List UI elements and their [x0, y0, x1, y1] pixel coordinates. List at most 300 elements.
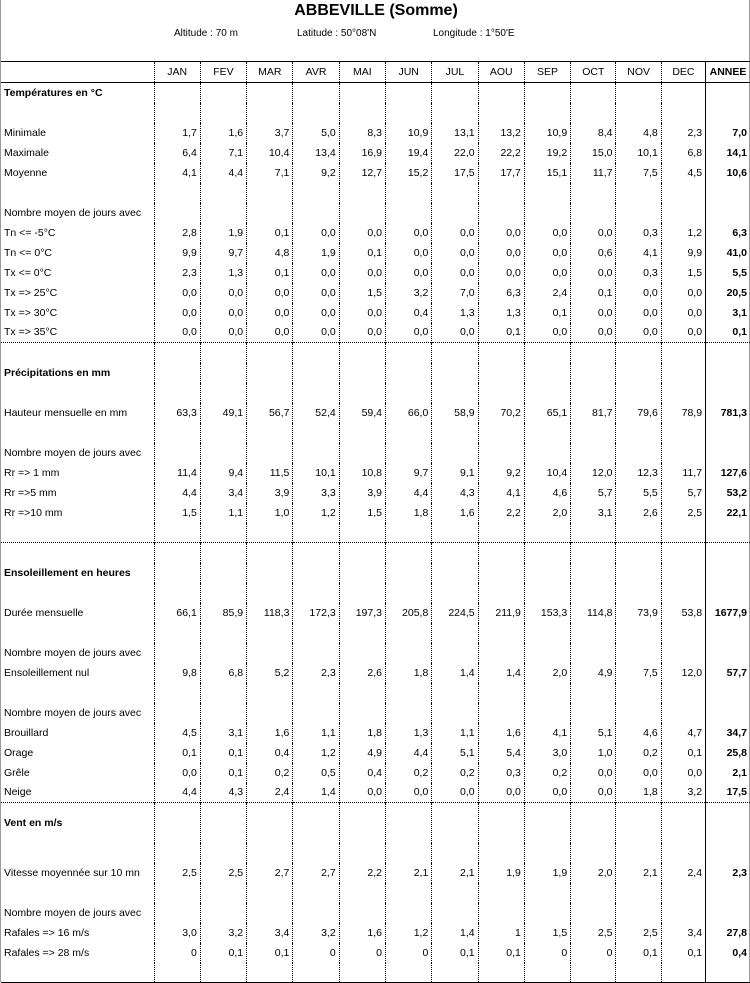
empty-cell [293, 523, 339, 543]
spacer-row [1, 623, 750, 643]
empty-cell [661, 443, 705, 463]
empty-cell [1, 583, 154, 603]
row-label: Nombre moyen de jours avec [4, 446, 142, 459]
value-cell-oct: 0,0 [571, 763, 616, 783]
value-cell-fev: 3,4 [200, 483, 246, 503]
empty-cell [247, 883, 293, 903]
empty-cell [339, 183, 385, 203]
value-cell-oct: 5,1 [571, 723, 616, 743]
value-cell-aou: 4,1 [478, 483, 524, 503]
value-cell-avr: 1,2 [293, 503, 339, 523]
empty-cell [200, 703, 246, 723]
empty-cell [571, 183, 616, 203]
annee-value-cell: 41,0 [706, 243, 750, 263]
annee-value-cell: 3,1 [706, 303, 750, 323]
spacer-row [1, 843, 750, 863]
empty-cell [524, 583, 570, 603]
empty-cell [293, 543, 339, 563]
empty-cell [616, 443, 661, 463]
value-cell-jan: 9,9 [154, 243, 200, 263]
empty-cell [247, 683, 293, 703]
value-cell-fev: 85,9 [200, 603, 246, 623]
empty-cell [154, 563, 200, 583]
value-cell-sep: 2,0 [524, 503, 570, 523]
empty-cell [478, 523, 524, 543]
value-cell-jun: 0,0 [386, 243, 432, 263]
value-cell-jul: 1,6 [432, 503, 478, 523]
annee-value-cell: 57,7 [706, 663, 750, 683]
value-cell-jan: 1,7 [154, 123, 200, 143]
empty-cell [1, 543, 154, 563]
empty-cell [247, 963, 293, 983]
value-cell-nov: 0,1 [616, 943, 661, 963]
month-header-jan: JAN [154, 62, 200, 83]
empty-cell [478, 803, 524, 843]
empty-cell [1, 883, 154, 903]
value-cell-oct: 1,0 [571, 743, 616, 763]
value-cell-avr: 0,0 [293, 223, 339, 243]
row-label: Rr =>5 mm [4, 486, 57, 499]
value-cell-aou: 6,3 [478, 283, 524, 303]
value-cell-avr: 0,0 [293, 283, 339, 303]
empty-cell [247, 583, 293, 603]
value-cell-mar: 3,4 [247, 923, 293, 943]
empty-cell [661, 203, 705, 223]
empty-cell [339, 903, 385, 923]
empty-cell [432, 543, 478, 563]
value-cell-fev: 1,3 [200, 263, 246, 283]
table-row [1, 943, 750, 963]
empty-cell [616, 803, 661, 843]
empty-cell [478, 583, 524, 603]
row-label: Nombre moyen de jours avec [4, 906, 142, 919]
empty-cell [478, 103, 524, 123]
empty-cell [478, 363, 524, 383]
empty-cell [154, 903, 200, 923]
annee-value-cell: 0,1 [706, 323, 750, 343]
section-title: Précipitations en mm [4, 366, 111, 379]
spacer-row [1, 883, 750, 903]
value-cell-fev: 6,8 [200, 663, 246, 683]
value-cell-nov: 1,8 [616, 783, 661, 803]
empty-cell [706, 883, 750, 903]
section-header-row [1, 803, 750, 843]
value-cell-aou: 0,0 [478, 223, 524, 243]
empty-cell [339, 683, 385, 703]
value-cell-jun: 205,8 [386, 603, 432, 623]
table-row [1, 223, 750, 243]
annee-value-cell: 34,7 [706, 723, 750, 743]
empty-cell [293, 643, 339, 663]
empty-cell [154, 443, 200, 463]
empty-cell [200, 583, 246, 603]
subheader-row [1, 903, 750, 923]
value-cell-mai: 0,0 [339, 323, 385, 343]
empty-cell [478, 683, 524, 703]
value-cell-jan: 2,8 [154, 223, 200, 243]
empty-cell [706, 83, 750, 103]
value-cell-sep: 19,2 [524, 143, 570, 163]
longitude-text: Longitude : 1°50'E [433, 28, 515, 39]
value-cell-mar: 0,1 [247, 263, 293, 283]
empty-cell [571, 623, 616, 643]
value-cell-mai: 4,9 [339, 743, 385, 763]
value-cell-fev: 2,5 [200, 863, 246, 883]
section-header-row [1, 363, 750, 383]
table-row [1, 323, 750, 343]
value-cell-fev: 1,6 [200, 123, 246, 143]
empty-cell [706, 183, 750, 203]
value-cell-dec: 5,7 [661, 483, 705, 503]
empty-cell [571, 523, 616, 543]
row-label: Orage [4, 746, 34, 759]
empty-cell [200, 103, 246, 123]
empty-cell [200, 563, 246, 583]
empty-cell [661, 683, 705, 703]
value-cell-oct: 114,8 [571, 603, 616, 623]
value-cell-dec: 12,0 [661, 663, 705, 683]
subheader-row [1, 703, 750, 723]
empty-cell [386, 703, 432, 723]
value-cell-avr: 172,3 [293, 603, 339, 623]
empty-cell [661, 803, 705, 843]
empty-cell [247, 183, 293, 203]
spacer-row [1, 523, 750, 543]
empty-cell [386, 963, 432, 983]
value-cell-dec: 1,2 [661, 223, 705, 243]
value-cell-jun: 19,4 [386, 143, 432, 163]
value-cell-oct: 0,6 [571, 243, 616, 263]
value-cell-avr: 0,0 [293, 323, 339, 343]
empty-cell [247, 363, 293, 383]
value-cell-oct: 0,0 [571, 323, 616, 343]
value-cell-nov: 0,0 [616, 303, 661, 323]
empty-cell [386, 383, 432, 403]
value-cell-oct: 15,0 [571, 143, 616, 163]
empty-cell [339, 343, 385, 363]
value-cell-oct: 0,0 [571, 223, 616, 243]
empty-cell [386, 843, 432, 863]
table-row [1, 143, 750, 163]
value-cell-aou: 0,1 [478, 323, 524, 343]
value-cell-dec: 53,8 [661, 603, 705, 623]
empty-cell [661, 843, 705, 863]
empty-cell [339, 643, 385, 663]
empty-cell [386, 103, 432, 123]
value-cell-jul: 1,4 [432, 663, 478, 683]
value-cell-dec: 9,9 [661, 243, 705, 263]
empty-cell [200, 443, 246, 463]
empty-cell [616, 843, 661, 863]
empty-cell [154, 183, 200, 203]
value-cell-jan: 0,1 [154, 743, 200, 763]
spacer-row [1, 383, 750, 403]
value-cell-jan: 4,4 [154, 483, 200, 503]
empty-cell [616, 883, 661, 903]
value-cell-mai: 0,0 [339, 783, 385, 803]
empty-cell [1, 383, 154, 403]
value-cell-dec: 0,1 [661, 943, 705, 963]
value-cell-fev: 0,0 [200, 303, 246, 323]
table-row [1, 243, 750, 263]
empty-cell [571, 363, 616, 383]
value-cell-jun: 66,0 [386, 403, 432, 423]
row-label: Maximale [4, 146, 49, 159]
value-cell-mar: 1,0 [247, 503, 293, 523]
value-cell-dec: 3,4 [661, 923, 705, 943]
empty-cell [571, 683, 616, 703]
empty-cell [339, 103, 385, 123]
value-cell-mai: 16,9 [339, 143, 385, 163]
value-cell-avr: 2,3 [293, 663, 339, 683]
empty-cell [293, 83, 339, 103]
annee-value-cell: 781,3 [706, 403, 750, 423]
empty-cell [478, 643, 524, 663]
value-cell-avr: 52,4 [293, 403, 339, 423]
month-header-sep: SEP [524, 62, 570, 83]
value-cell-dec: 0,1 [661, 743, 705, 763]
empty-cell [478, 903, 524, 923]
month-header-jun: JUN [386, 62, 432, 83]
empty-cell [154, 543, 200, 563]
value-cell-jul: 0,2 [432, 763, 478, 783]
value-cell-aou: 211,9 [478, 603, 524, 623]
empty-cell [154, 203, 200, 223]
empty-cell [1, 963, 154, 983]
value-cell-dec: 0,0 [661, 323, 705, 343]
empty-cell [571, 903, 616, 923]
page-title: ABBEVILLE (Somme) [294, 2, 458, 19]
value-cell-jan: 6,4 [154, 143, 200, 163]
empty-cell [1, 343, 154, 363]
value-cell-nov: 7,5 [616, 163, 661, 183]
empty-cell [432, 383, 478, 403]
value-cell-nov: 4,1 [616, 243, 661, 263]
value-cell-jun: 3,2 [386, 283, 432, 303]
value-cell-jul: 1,1 [432, 723, 478, 743]
empty-cell [478, 963, 524, 983]
row-label: Tx <= 0°C [4, 266, 52, 279]
value-cell-nov: 4,6 [616, 723, 661, 743]
row-label: Durée mensuelle [4, 606, 84, 619]
value-cell-jul: 0,1 [432, 943, 478, 963]
empty-cell [616, 203, 661, 223]
annee-value-cell: 14,1 [706, 143, 750, 163]
empty-cell [571, 803, 616, 843]
value-cell-sep: 0 [524, 943, 570, 963]
empty-cell [478, 623, 524, 643]
value-cell-jun: 2,1 [386, 863, 432, 883]
empty-cell [432, 183, 478, 203]
empty-cell [339, 523, 385, 543]
empty-cell [478, 563, 524, 583]
value-cell-mar: 56,7 [247, 403, 293, 423]
annee-value-cell: 25,8 [706, 743, 750, 763]
empty-cell [1, 623, 154, 643]
empty-cell [339, 883, 385, 903]
value-cell-mar: 3,7 [247, 123, 293, 143]
row-label: Tx => 25°C [4, 286, 58, 299]
value-cell-jul: 5,1 [432, 743, 478, 763]
empty-cell [478, 203, 524, 223]
value-cell-sep: 0,0 [524, 263, 570, 283]
empty-cell [200, 423, 246, 443]
table-row [1, 263, 750, 283]
empty-cell [661, 83, 705, 103]
empty-cell [706, 563, 750, 583]
table-row [1, 303, 750, 323]
empty-cell [706, 963, 750, 983]
empty-cell [200, 803, 246, 843]
empty-cell [616, 383, 661, 403]
value-cell-nov: 0,0 [616, 323, 661, 343]
value-cell-aou: 1,3 [478, 303, 524, 323]
row-label: Brouillard [4, 726, 49, 739]
empty-cell [293, 623, 339, 643]
empty-cell [706, 703, 750, 723]
empty-cell [247, 423, 293, 443]
empty-cell [524, 183, 570, 203]
value-cell-oct: 0,1 [571, 283, 616, 303]
empty-cell [247, 703, 293, 723]
value-cell-sep: 0,2 [524, 763, 570, 783]
empty-cell [524, 443, 570, 463]
value-cell-dec: 0,0 [661, 763, 705, 783]
empty-cell [571, 343, 616, 363]
value-cell-jan: 0,0 [154, 323, 200, 343]
empty-cell [293, 423, 339, 443]
row-label: Rafales => 16 m/s [4, 926, 90, 939]
month-header-fev: FEV [200, 62, 246, 83]
value-cell-jul: 9,1 [432, 463, 478, 483]
month-header-mai: MAI [339, 62, 385, 83]
empty-cell [386, 643, 432, 663]
empty-cell [154, 683, 200, 703]
empty-cell [616, 643, 661, 663]
month-header-oct: OCT [571, 62, 616, 83]
value-cell-jun: 0,0 [386, 223, 432, 243]
empty-cell [386, 83, 432, 103]
empty-cell [478, 83, 524, 103]
value-cell-jul: 0,0 [432, 783, 478, 803]
value-cell-oct: 0 [571, 943, 616, 963]
header-row [1, 62, 750, 83]
spacer-row [1, 963, 750, 983]
value-cell-sep: 15,1 [524, 163, 570, 183]
empty-cell [339, 543, 385, 563]
empty-cell [432, 203, 478, 223]
value-cell-jun: 4,4 [386, 743, 432, 763]
empty-cell [200, 903, 246, 923]
empty-cell [200, 623, 246, 643]
empty-cell [706, 903, 750, 923]
empty-cell [571, 563, 616, 583]
value-cell-sep: 153,3 [524, 603, 570, 623]
spacer-row [1, 683, 750, 703]
empty-cell [524, 83, 570, 103]
value-cell-jun: 0,2 [386, 763, 432, 783]
empty-cell [432, 963, 478, 983]
empty-cell [478, 543, 524, 563]
empty-cell [571, 543, 616, 563]
empty-cell [661, 343, 705, 363]
empty-cell [616, 183, 661, 203]
empty-cell [432, 643, 478, 663]
empty-cell [478, 383, 524, 403]
empty-cell [706, 203, 750, 223]
empty-cell [524, 543, 570, 563]
empty-cell [386, 183, 432, 203]
empty-cell [616, 563, 661, 583]
empty-cell [386, 523, 432, 543]
value-cell-sep: 2,0 [524, 663, 570, 683]
section-title: Vent en m/s [1, 803, 154, 843]
row-label: Minimale [4, 126, 47, 139]
empty-cell [661, 103, 705, 123]
empty-cell [293, 103, 339, 123]
empty-cell [524, 423, 570, 443]
empty-cell [571, 963, 616, 983]
value-cell-jun: 9,7 [386, 463, 432, 483]
empty-cell [524, 623, 570, 643]
empty-cell [386, 203, 432, 223]
table-row [1, 723, 750, 743]
value-cell-oct: 3,1 [571, 503, 616, 523]
empty-cell [524, 843, 570, 863]
value-cell-jul: 0,0 [432, 323, 478, 343]
annee-value-cell: 0,4 [706, 943, 750, 963]
empty-cell [386, 343, 432, 363]
value-cell-nov: 79,6 [616, 403, 661, 423]
empty-cell [706, 543, 750, 563]
value-cell-jun: 0,0 [386, 263, 432, 283]
empty-cell [478, 843, 524, 863]
empty-cell [478, 443, 524, 463]
value-cell-avr: 0,0 [293, 263, 339, 283]
empty-cell [154, 103, 200, 123]
empty-cell [478, 883, 524, 903]
value-cell-mai: 1,5 [339, 283, 385, 303]
value-cell-mai: 0,1 [339, 243, 385, 263]
value-cell-dec: 3,2 [661, 783, 705, 803]
table-row [1, 483, 750, 503]
annee-value-cell: 5,5 [706, 263, 750, 283]
section-title: Températures en °C [4, 86, 103, 99]
value-cell-jan: 0,0 [154, 763, 200, 783]
value-cell-aou: 17,7 [478, 163, 524, 183]
empty-cell [616, 83, 661, 103]
value-cell-fev: 0,1 [200, 943, 246, 963]
row-label: Rr =>10 mm [4, 506, 63, 519]
value-cell-fev: 4,3 [200, 783, 246, 803]
table-row [1, 463, 750, 483]
value-cell-mai: 0,4 [339, 763, 385, 783]
empty-cell [386, 623, 432, 643]
empty-cell [571, 383, 616, 403]
value-cell-aou: 1,6 [478, 723, 524, 743]
empty-cell [386, 423, 432, 443]
empty-cell [432, 803, 478, 843]
empty-cell [247, 343, 293, 363]
value-cell-jul: 2,1 [432, 863, 478, 883]
month-header-avr: AVR [293, 62, 339, 83]
empty-cell [293, 343, 339, 363]
value-cell-mai: 2,2 [339, 863, 385, 883]
value-cell-avr: 3,3 [293, 483, 339, 503]
table-row [1, 863, 750, 883]
value-cell-jan: 9,8 [154, 663, 200, 683]
empty-cell [524, 703, 570, 723]
